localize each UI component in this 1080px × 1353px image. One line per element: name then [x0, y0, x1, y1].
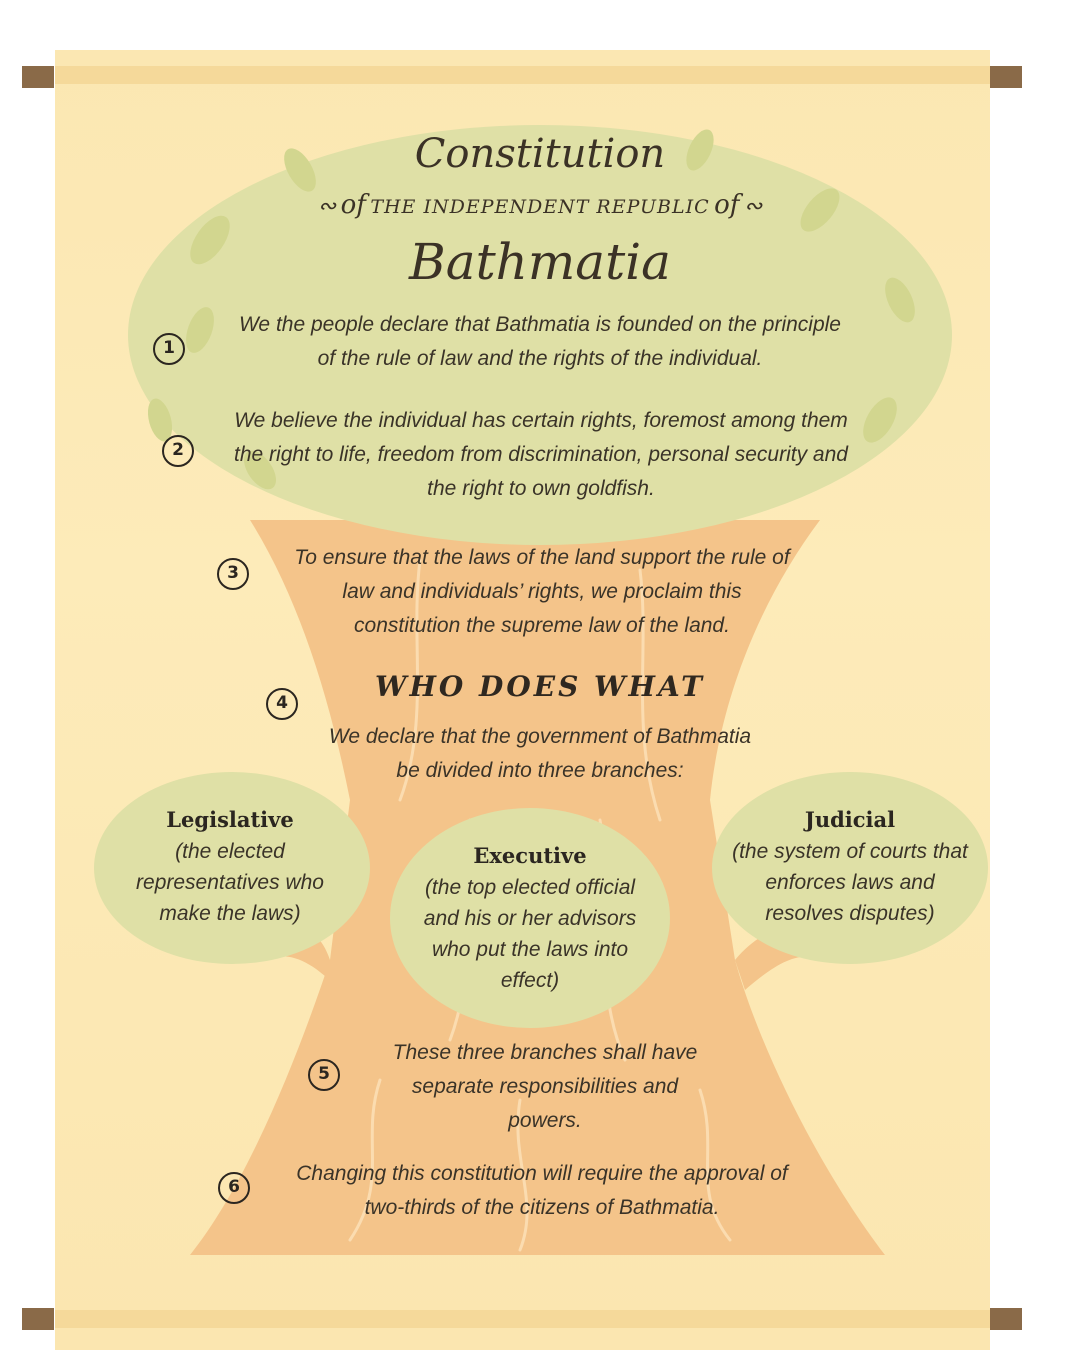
- header-title-block: [340, 128, 740, 180]
- article-3-text: To ensure that the laws of the land support the rule of law and individuals’ rights, we proclaim this constitution the supreme law of the land.: [294, 546, 790, 637]
- legislative-branch: [112, 804, 348, 929]
- who-does-what-heading: WHO DOES WHAT: [375, 670, 705, 703]
- article-number-1: 1: [153, 333, 185, 365]
- executive-branch: [412, 840, 648, 996]
- subtitle-prefix: of: [340, 190, 366, 220]
- article-number-4: 4: [266, 688, 298, 720]
- article-number-2: 2: [162, 435, 194, 467]
- subtitle-main: THE INDEPENDENT REPUBLIC: [370, 196, 710, 218]
- article-4-text: We declare that the government of Bathmatia be divided into three branches:: [328, 725, 752, 782]
- subtitle-flourish-right: ∾: [743, 194, 763, 219]
- subtitle-suffix: of: [714, 190, 740, 220]
- article-1-text: We the people declare that Bathmatia is founded on the principle of the rule of law and the rights of the individual.: [238, 313, 841, 370]
- judicial-branch: [728, 804, 972, 929]
- article-number-6: 6: [218, 1172, 250, 1204]
- legislative-title: Legislative: [166, 807, 294, 832]
- subtitle-flourish-left: ∾: [317, 194, 337, 219]
- article-6-text: Changing this constitution will require the approval of two-thirds of the citizens of Bathmatia.: [296, 1162, 788, 1219]
- country-name: Bathmatia: [409, 233, 671, 291]
- article-5-text: These three branches shall have separate responsibilities and powers.: [392, 1041, 698, 1132]
- article-number-5: 5: [308, 1059, 340, 1091]
- article-number-3: 3: [217, 558, 249, 590]
- country-name-block: [330, 230, 750, 294]
- executive-title: Executive: [473, 843, 587, 868]
- header-title: Constitution: [414, 131, 666, 177]
- judicial-title: Judicial: [804, 807, 896, 832]
- article-2-text: We believe the individual has certain rights, foremost among them the right to life, freedom from discrimination, personal security and the right to own goldfish.: [234, 409, 848, 500]
- executive-description: (the top elected official and his or her advisors who put the laws into effect): [423, 876, 637, 992]
- header-subtitle: [255, 190, 825, 220]
- judicial-description: (the system of courts that enforces laws and resolves disputes): [732, 840, 968, 925]
- legislative-description: (the elected representatives who make the laws): [136, 840, 324, 925]
